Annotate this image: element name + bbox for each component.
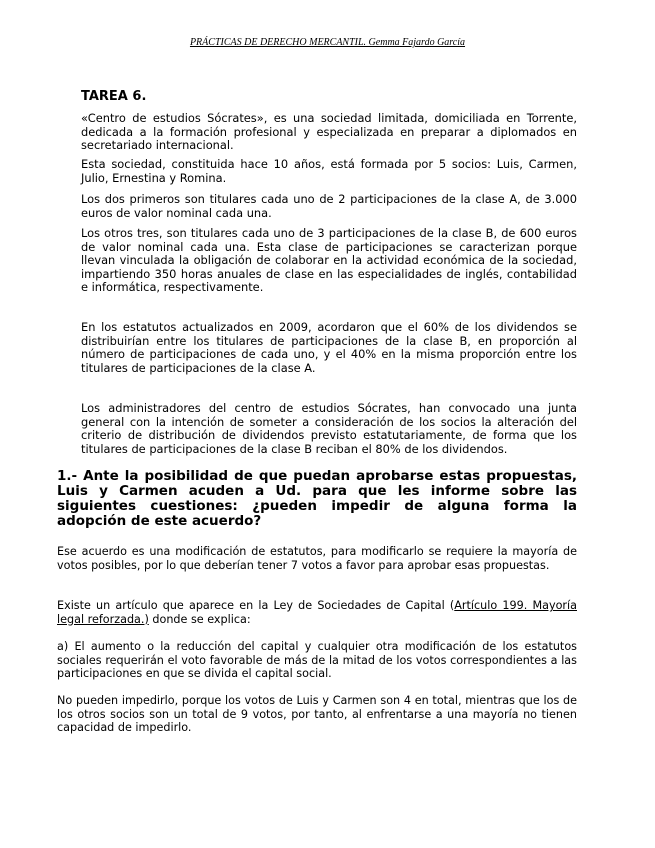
answer-paragraph-1 <box>57 545 577 572</box>
paragraph: Los dos primeros son titulares cada uno de 2 participaciones de la clase A, de 3.000 euros de valor nominal cada una. <box>81 192 577 220</box>
paragraph: Los otros tres, son titulares cada uno de 3 participaciones de la clase B, de 600 euros de valor nominal cada una. Esta clase de participaciones se caracterizan porque llevan vinculada la obligación de colaborar en la actividad económica de la sociedad, impartiendo 350 horas anuales de clase en las especialidades de inglés, contabilidad e informática, respectivamente. <box>81 226 577 295</box>
article-199-link[interactable]: Artículo 199. Mayoría legal reforzada.) <box>57 599 577 626</box>
paragraph: En los estatutos actualizados en 2009, acordaron que el 60% de los dividendos se distribuirían entre los titulares de participaciones de la clase B, en proporción al número de participaciones de cada uno, y el 40% en la misma proporción entre los titulares de participaciones de la clase A. <box>81 320 577 375</box>
question-heading: 1.- Ante la posibilidad de que puedan aprobarse estas propuestas, Luis y Carmen acuden a Ud. para que les informe sobre las siguientes cuestiones: ¿pueden impedir de alguna forma la adopción de este acuerdo? <box>57 468 577 529</box>
answer-paragraph-2 <box>57 599 577 626</box>
article-intro: Existe un artículo que aparece en la Ley de Sociedades de Capital ( <box>57 599 455 612</box>
answer-paragraph-4 <box>57 694 577 735</box>
paragraph: Los administradores del centro de estudios Sócrates, han convocado una junta general con la intención de someter a consideración de los socios la alteración del criterio de distribución de dividendos previsto estatutariamente, de forma que los titulares de participaciones de la clase B reciban el 80% de los dividendos. <box>81 401 577 456</box>
paragraph: a) El aumento o la reducción del capital y cualquier otra modificación de los estatutos sociales requerirán el voto favorable de más de la mitad de los votos correspondientes a las participaciones en que se divida el capital social. <box>57 640 577 681</box>
paragraph: No pueden impedirlo, porque los votos de Luis y Carmen son 4 en total, mientras que los de los otros socios son un total de 9 votos, por tanto, al enfrentarse a una mayoría no tienen capacidad de impedirlo. <box>57 694 577 735</box>
article-outro: donde se explica: <box>148 612 251 626</box>
class-b-paragraph <box>81 227 577 295</box>
administrators-paragraph <box>81 402 577 456</box>
task-intro-paragraph <box>81 112 577 153</box>
paragraph: Esta sociedad, constituida hace 10 años, está formada por 5 socios: Luis, Carmen, Julio, Ernestina y Romina. <box>81 157 577 185</box>
paragraph: «Centro de estudios Sócrates», es una sociedad limitada, domiciliada en Torrente, dedicada a la formación profesional y especializada en preparar a diplomados en secretariado internacional. <box>81 111 577 153</box>
paragraph <box>57 599 577 626</box>
task-title: TAREA 6. <box>81 89 147 104</box>
answer-paragraph-3 <box>57 640 577 681</box>
class-a-paragraph <box>81 193 577 220</box>
partners-paragraph <box>81 158 577 185</box>
page-header: PRÁCTICAS DE DERECHO MERCANTIL. Gemma Fajardo García <box>189 37 466 48</box>
statutes-paragraph <box>81 321 577 375</box>
paragraph: Ese acuerdo es una modificación de estatutos, para modificarlo se requiere la mayoría de votos posibles, por lo que deberían tener 7 votos a favor para aprobar esas propuestas. <box>57 545 577 572</box>
